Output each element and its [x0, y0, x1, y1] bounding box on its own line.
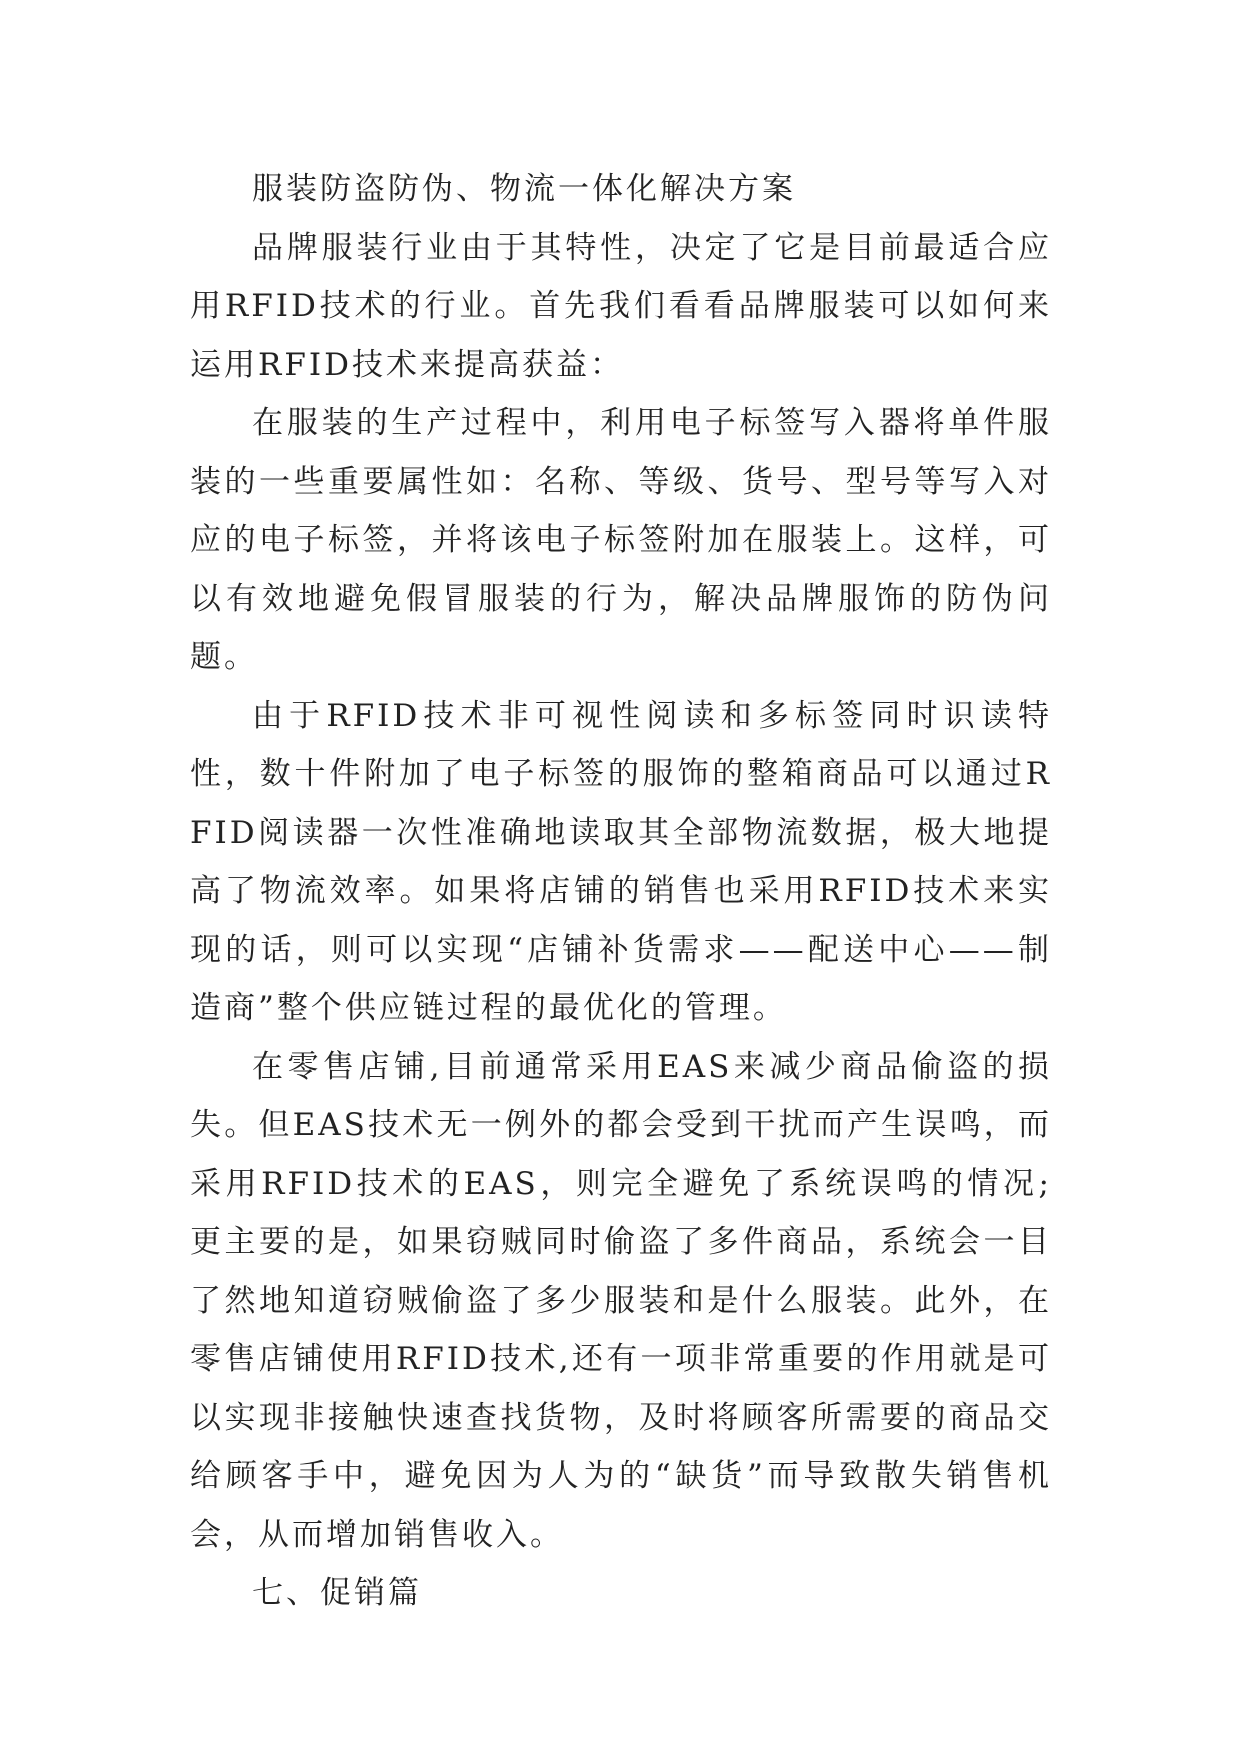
section-heading: 七、促销篇	[252, 1575, 422, 1611]
document-body	[190, 160, 1052, 1623]
paragraph-retail: 在零售店铺,目前通常采用EAS来减少商品偷盗的损失。但EAS技术无一例外的都会受到干扰而产生误鸣，而采用RFID技术的EAS，则完全避免了系统误鸣的情况;更主要的是，如果窃贼同时偷盗了多件商品，系统会一目了然地知道窃贼偷盗了多少服装和是什么服装。此外，在零售店铺使用RFID技术,还有一项非常重要的作用就是可以实现非接触快速查找货物，及时将顾客所需要的商品交给顾客手中，避免因为人为的“缺货”而导致散失销售机会，从而增加销售收入。	[190, 1048, 1052, 1553]
paragraph-production: 在服装的生产过程中，利用电子标签写入器将单件服装的一些重要属性如：名称、等级、货号、型号等写入对应的电子标签，并将该电子标签附加在服装上。这样，可以有效地避免假冒服装的行为，解决品牌服饰的防伪问题。	[190, 405, 1052, 675]
document-title: 服装防盗防伪、物流一体化解决方案	[252, 171, 796, 207]
paragraph-logistics: 由于RFID技术非可视性阅读和多标签同时识读特性，数十件附加了电子标签的服饰的整箱商品可以通过RFID阅读器一次性准确地读取其全部物流数据，极大地提高了物流效率。如果将店铺的销售也采用RFID技术来实现的话，则可以实现“店铺补货需求——配送中心——制造商”整个供应链过程的最优化的管理。	[190, 697, 1052, 1026]
paragraph-intro: 品牌服装行业由于其特性，决定了它是目前最适合应用RFID技术的行业。首先我们看看品牌服装可以如何来运用RFID技术来提高获益：	[190, 229, 1052, 383]
